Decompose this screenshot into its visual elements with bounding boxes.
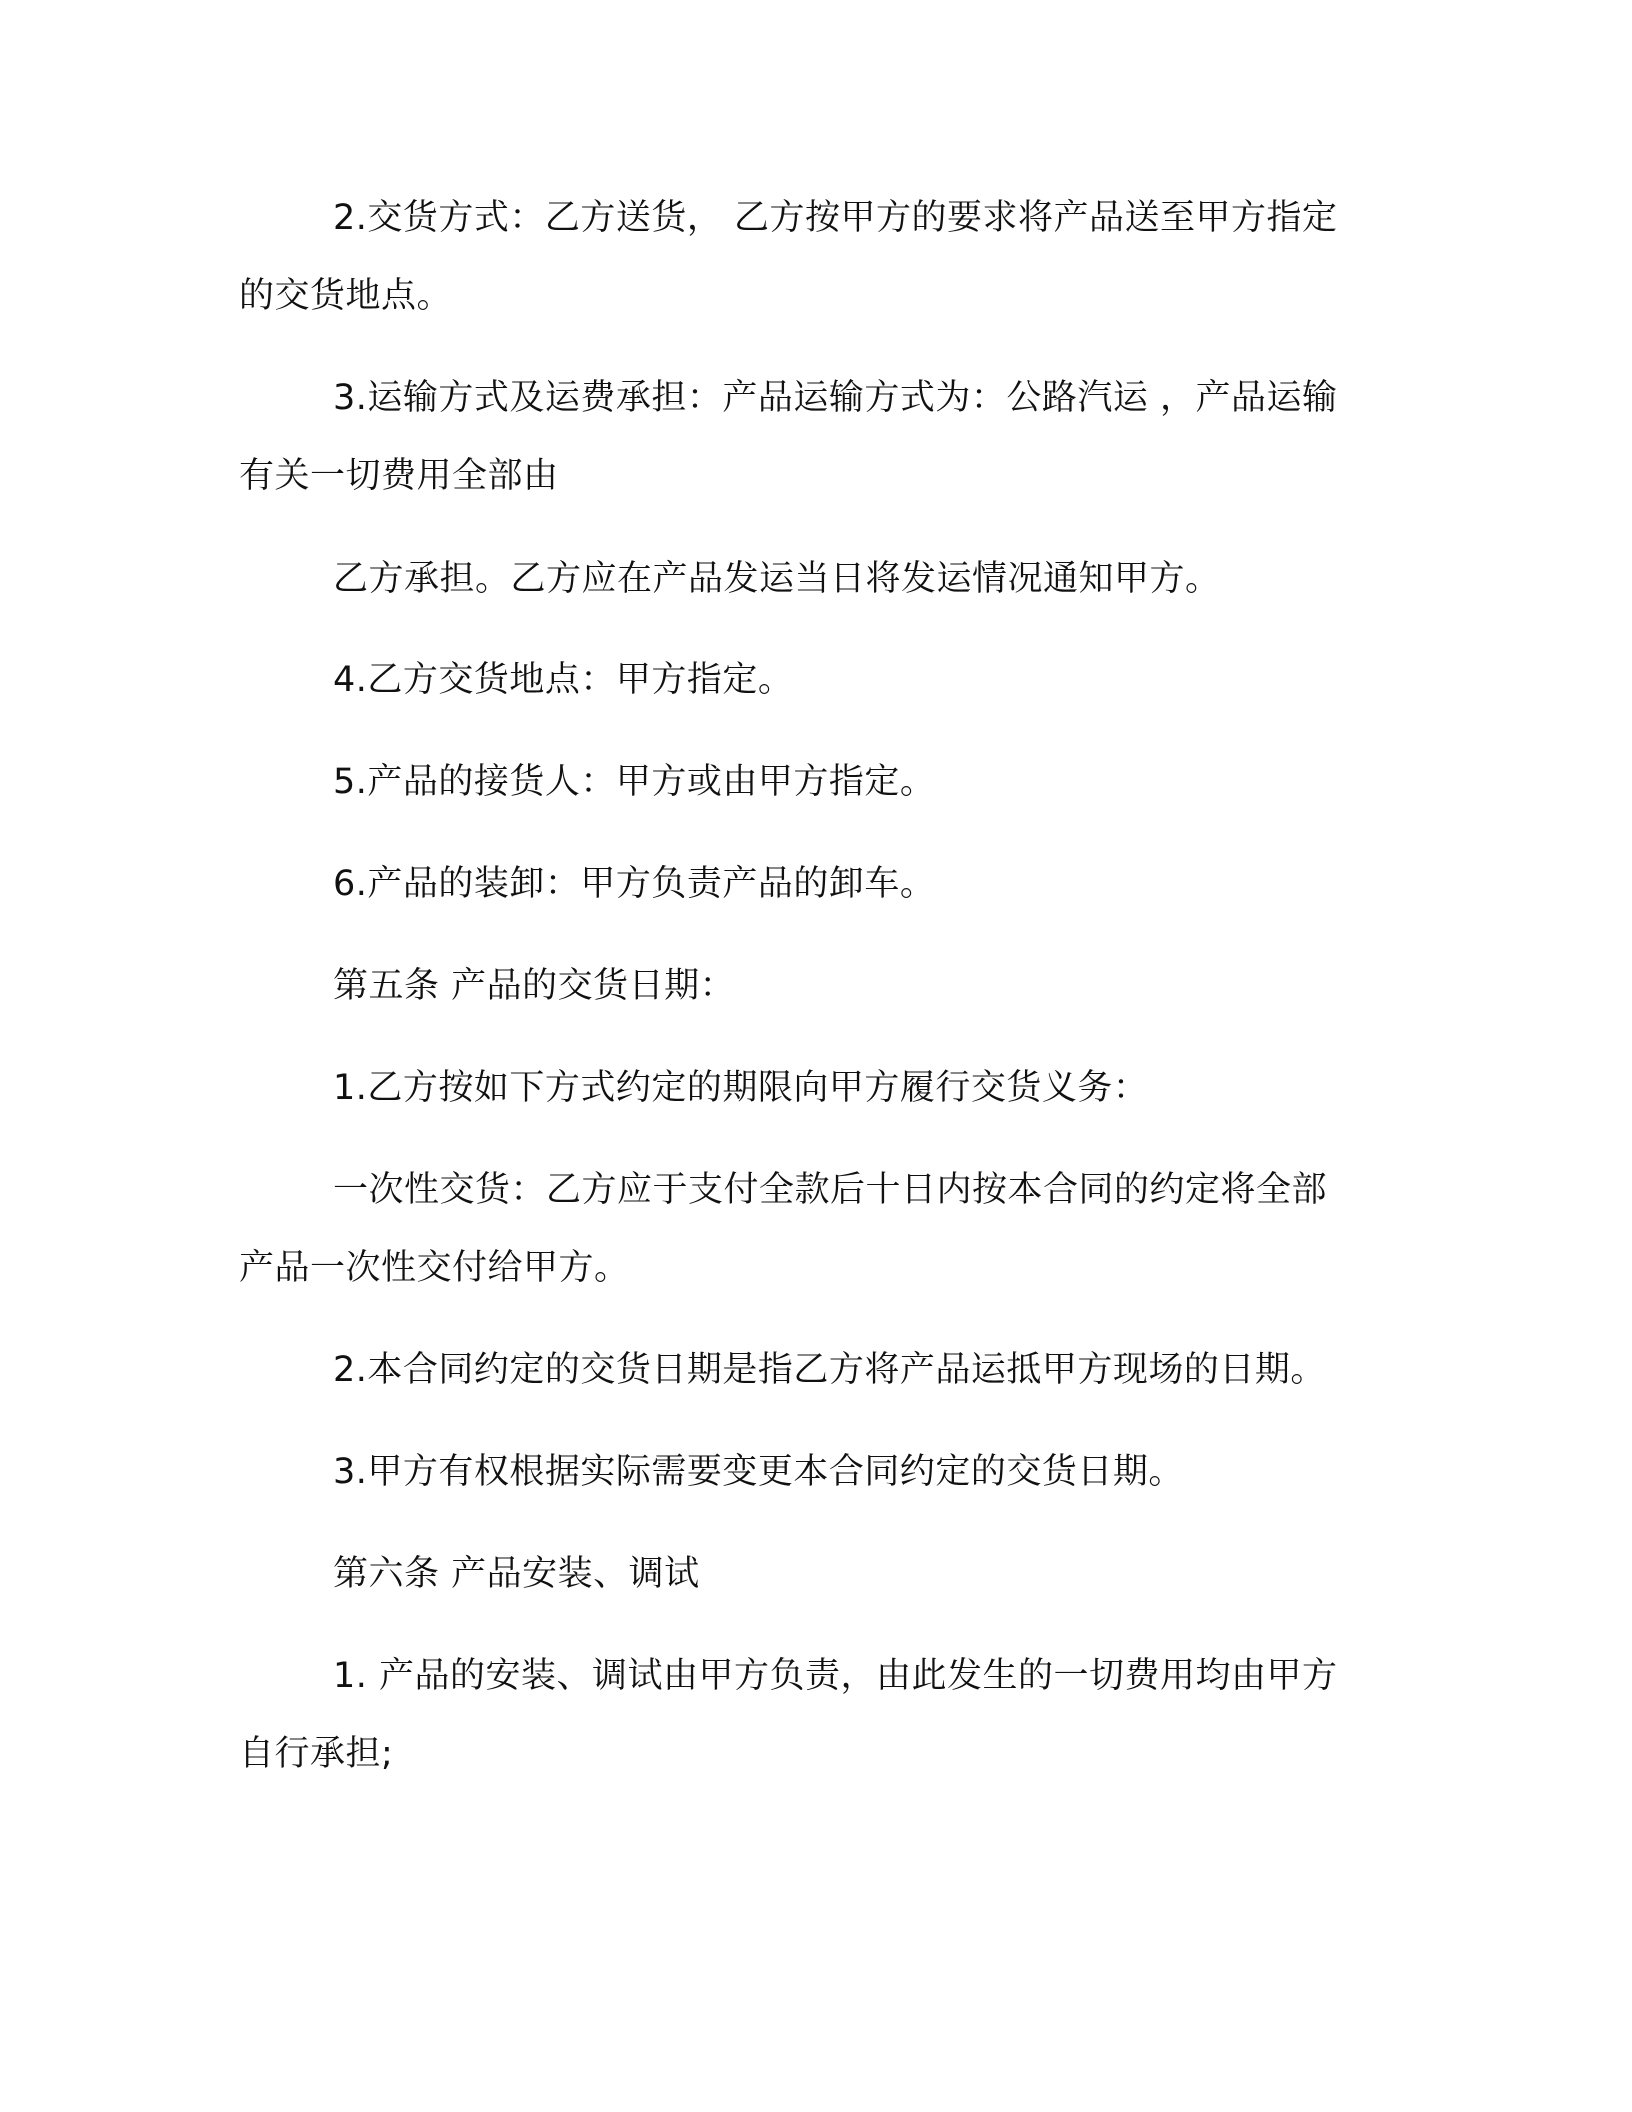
clause-5-item-3: 3.甲方有权根据实际需要变更本合同约定的交货日期。 [333,1452,1184,1492]
clause-5-heading: 第五条 产品的交货日期： [333,966,736,1006]
clause-4-item-5: 5.产品的接货人：甲方或由甲方指定。 [333,762,936,802]
clause-6-item-1-line-2: 自行承担; [239,1734,394,1774]
clause-5-item-1-detail-line-2: 产品一次性交付给甲方。 [239,1248,630,1288]
clause-5-item-2: 2.本合同约定的交货日期是指乙方将产品运抵甲方现场的日期。 [333,1350,1326,1390]
clause-6-heading: 第六条 产品安装、调试 [333,1554,700,1594]
clause-6-item-1-line-1: 1. 产品的安装、调试由甲方负责，由此发生的一切费用均由甲方 [333,1656,1338,1696]
clause-4-item-3-line-1: 3.运输方式及运费承担：产品运输方式为：公路汽运 ，产品运输 [333,378,1338,418]
clause-5-item-1: 1.乙方按如下方式约定的期限向甲方履行交货义务： [333,1068,1149,1108]
clause-4-item-2-line-2: 的交货地点。 [239,276,453,316]
clause-5-item-1-detail-line-1: 一次性交货：乙方应于支付全款后十日内按本合同的约定将全部 [333,1170,1328,1210]
clause-4-item-4: 4.乙方交货地点：甲方指定。 [333,660,794,700]
clause-4-item-3-continuation: 乙方承担。乙方应在产品发运当日将发运情况通知甲方。 [333,559,1221,599]
clause-4-item-3-line-2: 有关一切费用全部由 [239,456,559,496]
clause-4-item-2-line-1: 2.交货方式：乙方送货， 乙方按甲方的要求将产品送至甲方指定 [333,198,1338,238]
clause-4-item-6: 6.产品的装卸：甲方负责产品的卸车。 [333,864,936,904]
